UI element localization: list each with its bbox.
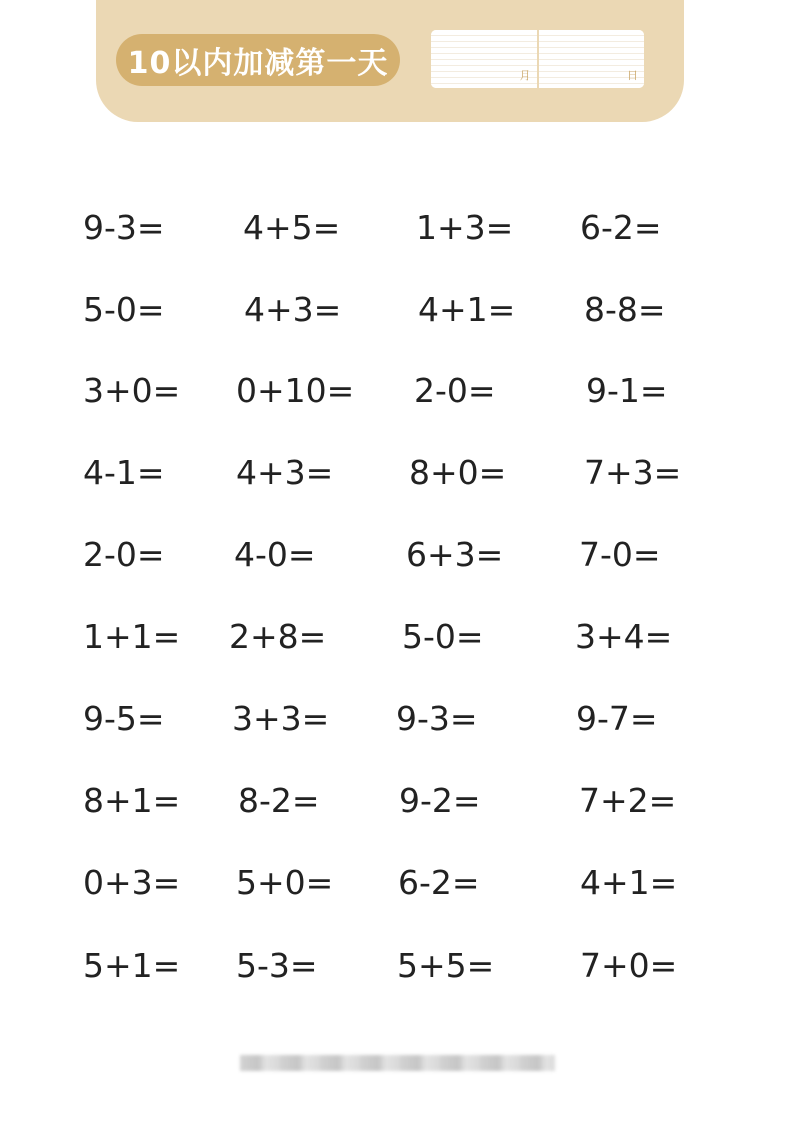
math-problem: 7+2=	[579, 781, 677, 820]
math-problem: 5-3=	[236, 946, 318, 985]
math-problem: 9-5=	[83, 699, 165, 738]
math-problem: 4+1=	[580, 863, 678, 902]
math-problem: 9-7=	[576, 699, 658, 738]
day-label: 日	[627, 69, 638, 82]
math-problem: 9-1=	[586, 371, 668, 410]
math-problem: 5-0=	[402, 617, 484, 656]
math-problem: 1+1=	[83, 617, 181, 656]
math-problem: 2-0=	[83, 535, 165, 574]
math-problem: 6+3=	[406, 535, 504, 574]
math-problem: 3+3=	[232, 699, 330, 738]
math-problem: 8-8=	[584, 290, 666, 329]
math-problem: 3+0=	[83, 371, 181, 410]
math-problem: 5+1=	[83, 946, 181, 985]
math-problem: 0+10=	[236, 371, 355, 410]
math-problem: 5+0=	[236, 863, 334, 902]
month-label: 月	[519, 69, 531, 82]
math-problem: 7+3=	[584, 453, 682, 492]
math-problem: 7+0=	[580, 946, 678, 985]
math-problem: 4+1=	[418, 290, 516, 329]
math-problem: 1+3=	[416, 208, 514, 247]
math-problem: 6-2=	[398, 863, 480, 902]
math-problem: 9-3=	[83, 208, 165, 247]
math-problem: 2+8=	[229, 617, 327, 656]
math-problem: 4+3=	[244, 290, 342, 329]
math-problem: 8-2=	[238, 781, 320, 820]
math-problem: 0+3=	[83, 863, 181, 902]
math-problem: 4-0=	[234, 535, 316, 574]
math-problem: 2-0=	[414, 371, 496, 410]
blurred-footer-watermark	[240, 1055, 555, 1071]
math-problem: 8+0=	[409, 453, 507, 492]
math-problem: 4+5=	[243, 208, 341, 247]
math-problem: 6-2=	[580, 208, 662, 247]
math-problem: 8+1=	[83, 781, 181, 820]
worksheet-title: 10以内加减第一天	[116, 34, 400, 86]
math-problem: 9-2=	[399, 781, 481, 820]
math-problem: 7-0=	[579, 535, 661, 574]
math-problem: 3+4=	[575, 617, 673, 656]
math-problem: 4+3=	[236, 453, 334, 492]
math-problem: 5+5=	[397, 946, 495, 985]
math-problem: 5-0=	[83, 290, 165, 329]
math-problem: 4-1=	[83, 453, 165, 492]
math-problem: 9-3=	[396, 699, 478, 738]
